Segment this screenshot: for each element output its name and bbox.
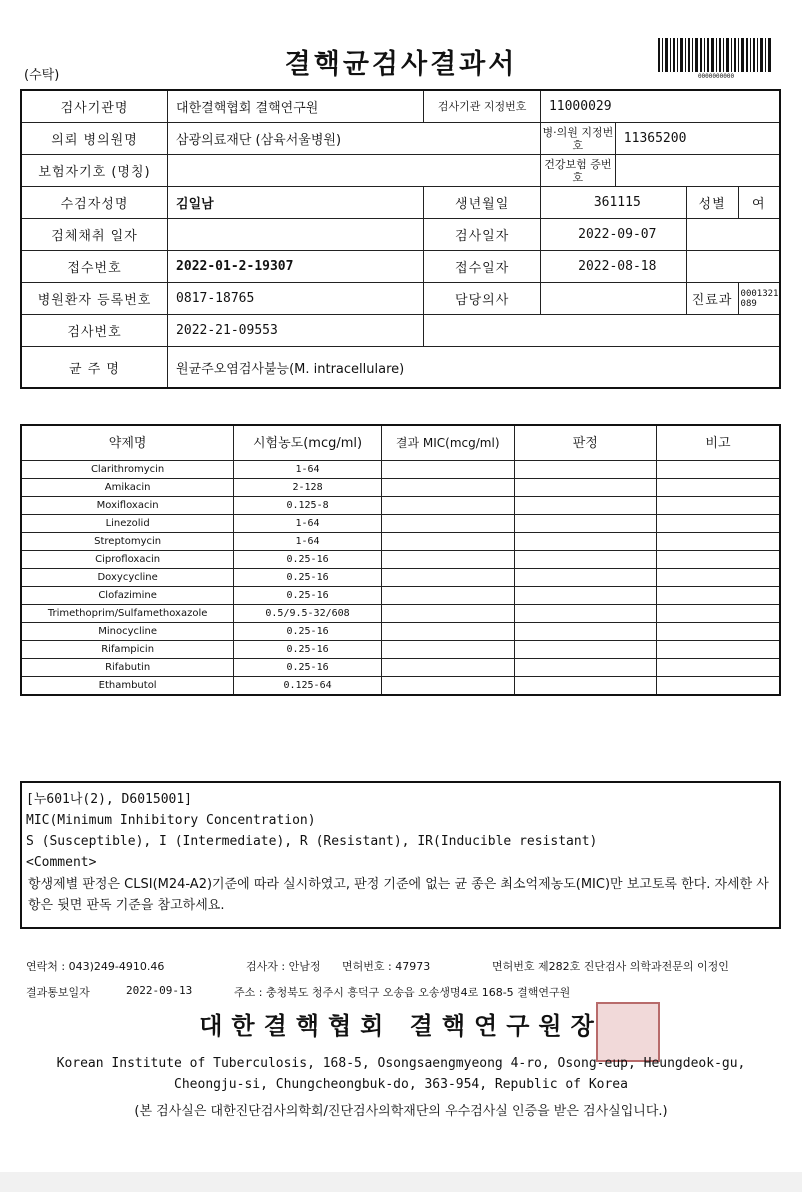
notes-comment: 항생제별 판정은 CLSI(M24-A2)기준에 따라 실시하였고, 판정 기준에 없는 균 종은 최소억제농도(MIC)만 보고토록 한다. 자세한 사항은 뒷면 판독 기준을 참고하세요. — [28, 877, 769, 913]
clinic-name-label: 의뢰 병의원명 — [21, 123, 168, 155]
table-row — [21, 623, 780, 641]
susceptibility-table — [20, 424, 781, 696]
species-label: 균 주 명 — [21, 347, 168, 389]
blank-cell — [686, 251, 780, 283]
table-row — [21, 461, 780, 479]
mic-result — [381, 605, 514, 623]
remarks — [656, 605, 780, 623]
tester-name: 검사자 : 안남정 — [246, 960, 321, 973]
lab-name-label: 검사기관명 — [21, 90, 168, 123]
table-row — [21, 479, 780, 497]
drug-name: Ciprofloxacin — [21, 551, 234, 569]
test-range: 0.25-16 — [234, 659, 382, 677]
test-range: 1-64 — [234, 515, 382, 533]
test-range: 1-64 — [234, 533, 382, 551]
receipt-type: (수탁) — [24, 68, 60, 83]
mic-result — [381, 659, 514, 677]
drug-name: Moxifloxacin — [21, 497, 234, 515]
mic-result — [381, 461, 514, 479]
col-header-result: 결과 MIC(mcg/ml) — [381, 425, 514, 461]
test-range: 0.125-8 — [234, 497, 382, 515]
mic-result — [381, 587, 514, 605]
clinic-id-label: 병·의원 지정번호 — [540, 123, 615, 155]
judgement — [514, 605, 656, 623]
col-header-drug: 약제명 — [21, 425, 234, 461]
sex-label: 성별 — [686, 187, 738, 219]
test-range: 0.25-16 — [234, 587, 382, 605]
drug-name: Clofazimine — [21, 587, 234, 605]
remarks — [656, 569, 780, 587]
doctor-value — [540, 283, 686, 315]
table-row — [21, 569, 780, 587]
remarks — [656, 551, 780, 569]
notes-legend: S (Susceptible), I (Intermediate), R (Resistant), IR(Inducible resistant) — [26, 834, 598, 849]
sex-value: 여 — [738, 187, 780, 219]
blank-cell — [686, 219, 780, 251]
mic-result — [381, 569, 514, 587]
barcode-number: 0000000000 — [697, 73, 735, 80]
mic-result — [381, 551, 514, 569]
remarks — [656, 587, 780, 605]
drug-name: Trimethoprim/Sulfamethoxazole — [21, 605, 234, 623]
test-number-label: 검사번호 — [21, 315, 168, 347]
receipt-number-value: 2022-01-2-19307 — [168, 251, 424, 283]
lab-name-value: 대한결핵협회 결핵연구원 — [168, 90, 424, 123]
table-row — [21, 659, 780, 677]
table-row — [21, 497, 780, 515]
judgement — [514, 587, 656, 605]
mic-result — [381, 623, 514, 641]
drug-name: Linezolid — [21, 515, 234, 533]
lab-id-label: 검사기관 지정번호 — [424, 90, 541, 123]
test-range: 0.125-64 — [234, 677, 382, 696]
table-row — [21, 515, 780, 533]
remarks — [656, 659, 780, 677]
notes-mic: MIC(Minimum Inhibitory Concentration) — [26, 813, 316, 828]
clinic-id-value: 11365200 — [615, 123, 780, 155]
page-bottom-strip — [0, 1172, 802, 1192]
institution-name: 대한결핵협회 결핵연구원장 — [199, 1012, 603, 1040]
judgement — [514, 497, 656, 515]
test-range: 1-64 — [234, 461, 382, 479]
patient-name-value: 김일남 — [168, 187, 424, 219]
drug-name: Amikacin — [21, 479, 234, 497]
receipt-date-value: 2022-08-18 — [540, 251, 686, 283]
drug-name: Streptomycin — [21, 533, 234, 551]
remarks — [656, 623, 780, 641]
address: 주소 : 충청북도 청주시 흥덕구 오송읍 오송생명4로 168-5 결핵연구원 — [234, 986, 571, 999]
test-range: 0.25-16 — [234, 641, 382, 659]
drug-name: Doxycycline — [21, 569, 234, 587]
blank-cell — [424, 315, 780, 347]
mic-result — [381, 515, 514, 533]
notes-comment-label: <Comment> — [26, 855, 97, 870]
department-value: 0001321089 — [738, 283, 780, 315]
judgement — [514, 677, 656, 696]
specialist-info: 면허번호 제282호 진단검사 의학과전문의 이정인 — [492, 960, 729, 973]
birth-date-value: 361115 — [540, 187, 686, 219]
judgement — [514, 461, 656, 479]
receipt-number-label: 접수번호 — [21, 251, 168, 283]
mic-result — [381, 479, 514, 497]
test-range: 0.25-16 — [234, 569, 382, 587]
judgement — [514, 659, 656, 677]
remarks — [656, 479, 780, 497]
remarks — [656, 677, 780, 696]
table-row — [21, 551, 780, 569]
judgement — [514, 551, 656, 569]
col-header-concentration: 시험농도(mcg/ml) — [234, 425, 382, 461]
drug-name: Rifabutin — [21, 659, 234, 677]
patient-name-label: 수검자성명 — [21, 187, 168, 219]
judgement — [514, 623, 656, 641]
species-value: 원균주오염검사불능(M. intracellulare) — [168, 347, 780, 389]
judgement — [514, 569, 656, 587]
table-row — [21, 587, 780, 605]
registration-number-value: 0817-18765 — [168, 283, 424, 315]
test-range: 0.25-16 — [234, 551, 382, 569]
insured-label: 보험자기호 (명칭) — [21, 155, 168, 187]
notes-code: [누601나(2), D6015001] — [26, 792, 192, 807]
doctor-label: 담당의사 — [424, 283, 541, 315]
test-date-value: 2022-09-07 — [540, 219, 686, 251]
english-address-line2: Cheongju-si, Chungcheongbuk-do, 363-954, Republic of Korea — [174, 1077, 628, 1092]
test-range: 0.25-16 — [234, 623, 382, 641]
registration-number-label: 병원환자 등록번호 — [21, 283, 168, 315]
notes-box — [20, 781, 781, 929]
table-row — [21, 605, 780, 623]
lab-id-value: 11000029 — [540, 90, 780, 123]
drug-name: Ethambutol — [21, 677, 234, 696]
insurance-cert-label: 건강보험 증번호 — [540, 155, 615, 187]
test-range: 0.5/9.5-32/608 — [234, 605, 382, 623]
department-label: 진료과 — [686, 283, 738, 315]
test-range: 2-128 — [234, 479, 382, 497]
judgement — [514, 479, 656, 497]
judgement — [514, 641, 656, 659]
report-date-value: 2022-09-13 — [126, 984, 193, 997]
insurance-cert-value — [615, 155, 780, 187]
table-row — [21, 533, 780, 551]
mic-result — [381, 533, 514, 551]
contact-info: 연락처 : 043)249-4910.46 — [26, 960, 165, 973]
table-row — [21, 677, 780, 696]
document-title: 결핵균검사결과서 — [284, 49, 518, 80]
collection-date-value — [168, 219, 424, 251]
remarks — [656, 533, 780, 551]
insured-value — [168, 155, 541, 187]
report-date-label: 결과통보일자 — [26, 986, 90, 999]
clinic-name-value: 삼광의료재단 (삼육서울병원) — [168, 123, 541, 155]
remarks — [656, 461, 780, 479]
mic-result — [381, 497, 514, 515]
english-address-line1: Korean Institute of Tuberculosis, 168-5, Osongsaengmyeong 4-ro, Osong-eup, Heungdeok-gu, — [56, 1056, 746, 1071]
drug-name: Rifampicin — [21, 641, 234, 659]
mic-result — [381, 677, 514, 696]
judgement — [514, 515, 656, 533]
barcode-icon — [658, 38, 772, 72]
mic-result — [381, 641, 514, 659]
col-header-remarks: 비고 — [656, 425, 780, 461]
drug-name: Minocycline — [21, 623, 234, 641]
tester-license: 면허번호 : 47973 — [342, 960, 431, 973]
patient-info-table — [20, 89, 781, 389]
col-header-judgement: 판정 — [514, 425, 656, 461]
drug-name: Clarithromycin — [21, 461, 234, 479]
remarks — [656, 497, 780, 515]
test-number-value: 2022-21-09553 — [168, 315, 424, 347]
table-row — [21, 641, 780, 659]
collection-date-label: 검체채취 일자 — [21, 219, 168, 251]
receipt-date-label: 접수일자 — [424, 251, 541, 283]
remarks — [656, 641, 780, 659]
test-date-label: 검사일자 — [424, 219, 541, 251]
judgement — [514, 533, 656, 551]
certification-note: (본 검사실은 대한진단검사의학회/진단검사의학재단의 우수검사실 인증을 받은 검사실입니다.) — [134, 1104, 668, 1119]
remarks — [656, 515, 780, 533]
birth-date-label: 생년월일 — [424, 187, 541, 219]
